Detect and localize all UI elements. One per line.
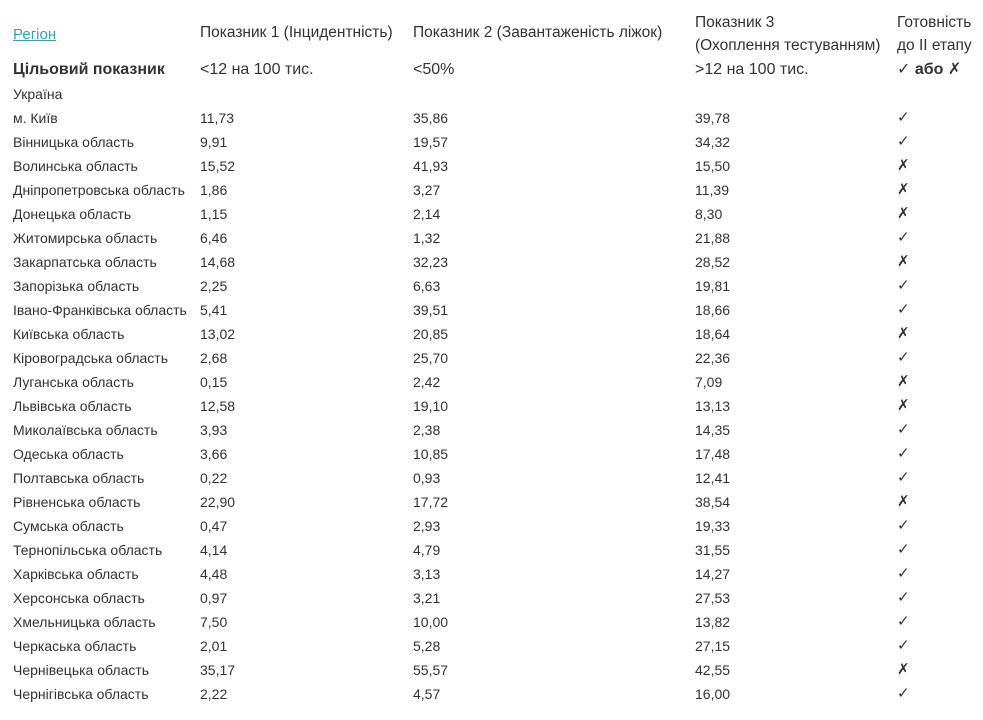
readiness-mark: ✗	[897, 181, 910, 198]
table-row	[0, 106, 983, 130]
readiness-mark: ✓	[897, 613, 910, 630]
indicator-3-value: 14,35	[695, 422, 731, 438]
indicator-2-value: 3,27	[413, 182, 441, 198]
indicator-3-value: 7,09	[695, 374, 723, 390]
indicator-1-value: 13,02	[200, 326, 236, 342]
region-column-header-link[interactable]: Регіон	[13, 26, 57, 43]
table-row	[0, 538, 983, 562]
region-name: Кіровоградська область	[13, 350, 168, 366]
indicator-2-value: 20,85	[413, 326, 449, 342]
region-name: Хмельницька область	[13, 614, 156, 630]
table-row	[0, 634, 983, 658]
indicator-2-value: 35,86	[413, 110, 449, 126]
region-name: Чернівецька область	[13, 662, 150, 678]
table-row	[0, 562, 983, 586]
indicator-1-value: 15,52	[200, 158, 236, 174]
readiness-mark: ✗	[897, 157, 910, 174]
indicator-3-value: 42,55	[695, 662, 731, 678]
table-row	[0, 490, 983, 514]
region-name: Волинська область	[13, 158, 138, 174]
table-row	[0, 658, 983, 682]
table-row	[0, 682, 983, 706]
indicator-3-value: 13,82	[695, 614, 731, 630]
table-row	[0, 274, 983, 298]
indicator-1-value: 6,46	[200, 230, 228, 246]
indicator-2-value: 25,70	[413, 350, 449, 366]
region-name: Івано-Франківська область	[13, 302, 187, 318]
readiness-mark: ✓	[897, 445, 910, 462]
indicator-1-value: 3,93	[200, 422, 228, 438]
region-name: Запорізька область	[13, 278, 140, 294]
readiness-mark: ✓	[897, 637, 910, 654]
indicator-3-value: 28,52	[695, 254, 731, 270]
table-row	[0, 394, 983, 418]
indicator-2-value: 3,21	[413, 590, 441, 606]
indicator-1-value: 35,17	[200, 662, 236, 678]
region-name: Полтавська область	[13, 470, 145, 486]
target-readiness: ✓ або ✗	[897, 61, 962, 78]
indicator-1-value: 4,14	[200, 542, 228, 558]
table-row	[0, 346, 983, 370]
readiness-mark: ✓	[897, 133, 910, 150]
target-label: Цільовий показник	[13, 61, 165, 78]
region-name: Житомирська область	[13, 230, 158, 246]
region-name: Рівненська область	[13, 494, 141, 510]
indicator-2-value: 2,14	[413, 206, 441, 222]
region-name: Київська область	[13, 326, 125, 342]
readiness-mark: ✗	[897, 373, 910, 390]
readiness-mark: ✗	[897, 397, 910, 414]
ukraine-row	[0, 82, 983, 106]
indicator-1-value: 2,22	[200, 686, 228, 702]
region-name: Харківська область	[13, 566, 139, 582]
readiness-mark: ✓	[897, 469, 910, 486]
indicator-3-value: 12,41	[695, 470, 731, 486]
indicator-3-value: 21,88	[695, 230, 731, 246]
table-row	[0, 226, 983, 250]
indicator-2-value: 4,57	[413, 686, 441, 702]
region-name: Сумська область	[13, 518, 124, 534]
indicator-2-value: 39,51	[413, 302, 449, 318]
region-name: Чернігівська область	[13, 686, 149, 702]
readiness-mark: ✓	[897, 589, 910, 606]
indicator-2-value: 1,32	[413, 230, 441, 246]
table-row	[0, 202, 983, 226]
indicator-1-value: 2,01	[200, 638, 228, 654]
table-row	[0, 178, 983, 202]
region-name: Миколаївська область	[13, 422, 158, 438]
readiness-mark: ✓	[897, 541, 910, 558]
indicator-3-value: 8,30	[695, 206, 723, 222]
target-indicator-3: >12 на 100 тис.	[695, 61, 809, 78]
readiness-mark: ✓	[897, 565, 910, 582]
indicator-2-value: 0,93	[413, 470, 441, 486]
region-name: Тернопільська область	[13, 542, 163, 558]
indicator-2-value: 4,79	[413, 542, 441, 558]
indicator-1-value: 12,58	[200, 398, 236, 414]
indicator-1-value: 4,48	[200, 566, 228, 582]
indicator-3-value: 31,55	[695, 542, 731, 558]
indicator-1-value: 0,15	[200, 374, 228, 390]
indicator-3-value: 34,32	[695, 134, 731, 150]
indicator-2-value: 3,13	[413, 566, 441, 582]
table-row	[0, 466, 983, 490]
region-name: Луганська область	[13, 374, 134, 390]
indicator-3-header-line2: (Охоплення тестуванням)	[695, 37, 881, 54]
indicator-3-value: 18,64	[695, 326, 731, 342]
indicator-1-value: 14,68	[200, 254, 236, 270]
indicator-1-value: 9,91	[200, 134, 228, 150]
region-name: Вінницька область	[13, 134, 134, 150]
readiness-mark: ✗	[897, 661, 910, 678]
table-row	[0, 322, 983, 346]
readiness-mark: ✗	[897, 253, 910, 270]
indicator-3-value: 18,66	[695, 302, 731, 318]
table-row	[0, 418, 983, 442]
indicator-1-value: 1,15	[200, 206, 228, 222]
region-name: Херсонська область	[13, 590, 145, 606]
indicator-3-value: 27,53	[695, 590, 731, 606]
indicator-2-header: Показник 2 (Завантаженість ліжок)	[413, 24, 663, 41]
indicator-1-value: 2,68	[200, 350, 228, 366]
target-indicator-2: <50%	[413, 61, 455, 78]
region-name: Донецька область	[13, 206, 132, 222]
ukraine-label: Україна	[13, 86, 63, 102]
table-row	[0, 610, 983, 634]
indicator-3-value: 13,13	[695, 398, 731, 414]
readiness-mark: ✓	[897, 349, 910, 366]
readiness-mark: ✓	[897, 421, 910, 438]
table-row	[0, 586, 983, 610]
indicator-2-value: 41,93	[413, 158, 449, 174]
indicator-3-value: 11,39	[695, 182, 729, 198]
indicator-1-value: 22,90	[200, 494, 236, 510]
readiness-mark: ✓	[897, 277, 910, 294]
indicator-1-value: 7,50	[200, 614, 228, 630]
table-row	[0, 442, 983, 466]
table-row	[0, 154, 983, 178]
indicator-1-value: 2,25	[200, 278, 228, 294]
indicator-1-value: 0,47	[200, 518, 228, 534]
indicator-3-value: 19,33	[695, 518, 731, 534]
indicator-1-value: 11,73	[200, 110, 234, 126]
readiness-header-line1: Готовність	[897, 14, 972, 31]
indicator-3-value: 17,48	[695, 446, 731, 462]
region-name: Львівська область	[13, 398, 132, 414]
indicator-1-value: 1,86	[200, 182, 228, 198]
indicator-3-value: 27,15	[695, 638, 731, 654]
target-indicator-1: <12 на 100 тис.	[200, 61, 314, 78]
indicator-2-value: 17,72	[413, 494, 449, 510]
indicator-3-value: 15,50	[695, 158, 731, 174]
indicator-2-value: 19,10	[413, 398, 449, 414]
indicator-2-value: 2,93	[413, 518, 441, 534]
indicator-3-header-line1: Показник 3	[695, 14, 775, 31]
readiness-mark: ✓	[897, 685, 910, 702]
region-name: м. Київ	[13, 110, 58, 126]
indicator-1-value: 5,41	[200, 302, 228, 318]
indicator-2-value: 10,85	[413, 446, 449, 462]
readiness-mark: ✗	[897, 493, 910, 510]
readiness-mark: ✓	[897, 229, 910, 246]
indicator-2-value: 2,38	[413, 422, 441, 438]
region-name: Закарпатська область	[13, 254, 157, 270]
region-name: Черкаська область	[13, 638, 137, 654]
indicator-1-value: 0,97	[200, 590, 228, 606]
readiness-mark: ✓	[897, 109, 910, 126]
indicator-2-value: 2,42	[413, 374, 441, 390]
table-row	[0, 130, 983, 154]
indicator-3-value: 14,27	[695, 566, 731, 582]
indicator-2-value: 19,57	[413, 134, 449, 150]
indicator-2-value: 10,00	[413, 614, 449, 630]
region-name: Одеська область	[13, 446, 124, 462]
region-name: Дніпропетровська область	[13, 182, 185, 198]
indicator-2-value: 32,23	[413, 254, 449, 270]
table-row	[0, 370, 983, 394]
indicator-2-value: 55,57	[413, 662, 449, 678]
indicator-3-value: 38,54	[695, 494, 731, 510]
indicator-3-value: 39,78	[695, 110, 731, 126]
table-row	[0, 298, 983, 322]
indicator-2-value: 6,63	[413, 278, 441, 294]
table-row	[0, 514, 983, 538]
readiness-mark: ✗	[897, 205, 910, 222]
indicator-3-value: 19,81	[695, 278, 731, 294]
readiness-header-line2: до ІІ етапу	[897, 37, 972, 54]
readiness-mark: ✗	[897, 325, 910, 342]
indicator-1-value: 0,22	[200, 470, 228, 486]
table-row	[0, 250, 983, 274]
readiness-mark: ✓	[897, 517, 910, 534]
indicator-3-value: 22,36	[695, 350, 731, 366]
indicator-1-header: Показник 1 (Інцидентність)	[200, 24, 393, 41]
readiness-mark: ✓	[897, 301, 910, 318]
indicator-3-value: 16,00	[695, 686, 731, 702]
indicator-1-value: 3,66	[200, 446, 228, 462]
indicator-2-value: 5,28	[413, 638, 441, 654]
